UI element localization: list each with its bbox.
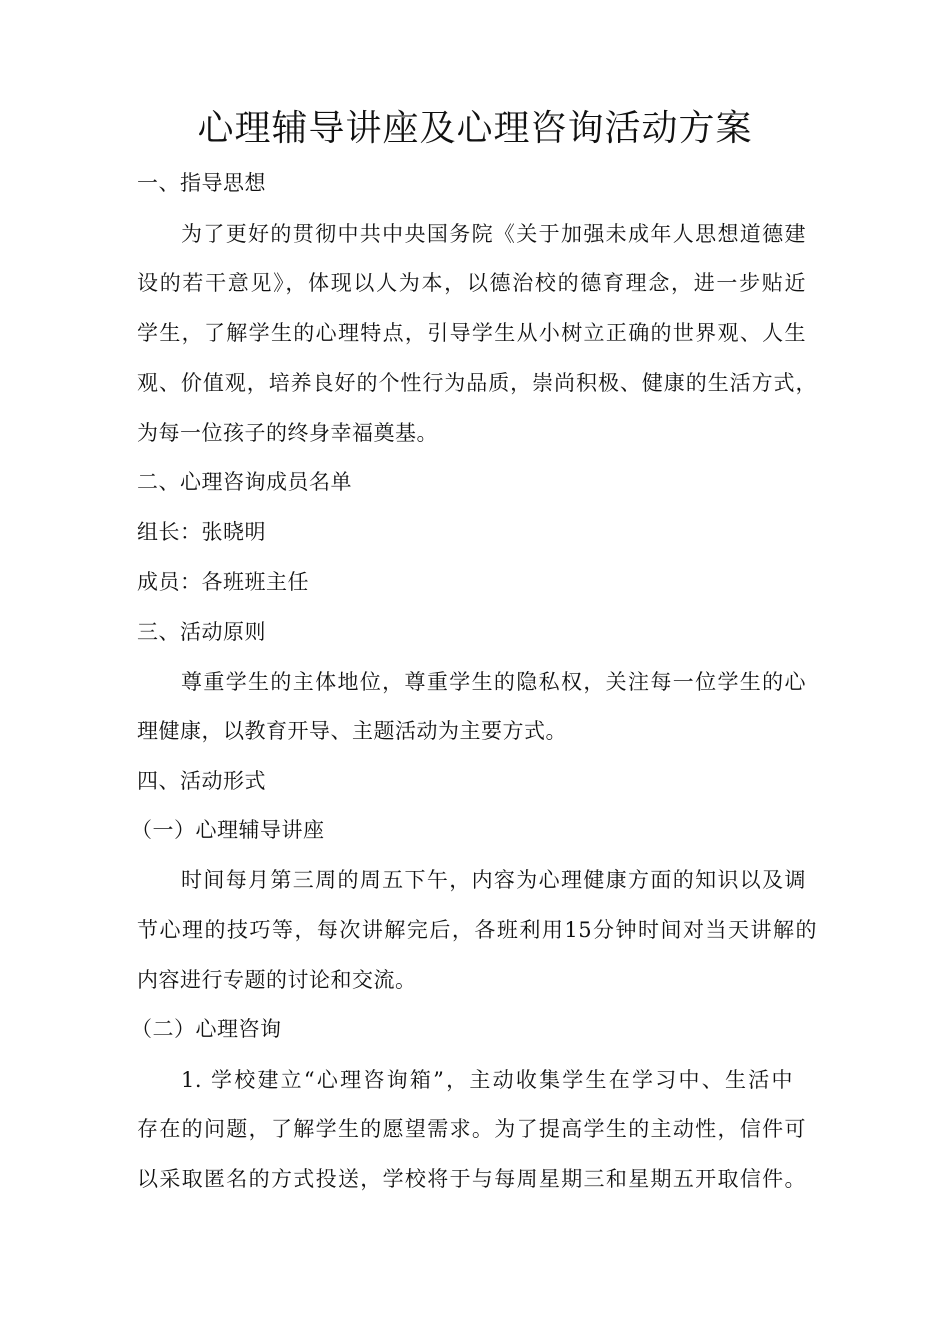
paragraph-line: 为了更好的贯彻中共中央国务院《关于加强未成年人思想道德建 <box>181 222 806 246</box>
paragraph-line: 内容进行专题的讨论和交流。 <box>137 968 417 992</box>
heading-guiding-thought: 一、指导思想 <box>137 171 266 195</box>
paragraph-line: 以采取匿名的方式投送，学校将于与每周星期三和星期五开取信件。 <box>137 1167 806 1191</box>
heading-members: 二、心理咨询成员名单 <box>137 470 352 494</box>
paragraph-line: 设的若干意见》，体现以人为本，以德治校的德育理念，进一步贴近 <box>137 271 806 295</box>
document-title: 心理辅导讲座及心理咨询活动方案 <box>197 108 753 149</box>
paragraph-line: 时间每月第三周的周五下午，内容为心理健康方面的知识以及调 <box>181 868 806 892</box>
paragraph-line: 1. 学校建立“心理咨询箱”，主动收集学生在学习中、生活中 <box>181 1068 793 1092</box>
member-leader: 组长：张晓明 <box>137 520 266 544</box>
heading-activity-forms: 四、活动形式 <box>137 769 266 793</box>
subheading-lecture: （一）心理辅导讲座 <box>131 818 325 842</box>
paragraph-line: 存在的问题，了解学生的愿望需求。为了提高学生的主动性，信件可 <box>137 1117 806 1141</box>
heading-principles: 三、活动原则 <box>137 620 266 644</box>
paragraph-line: 尊重学生的主体地位，尊重学生的隐私权，关注每一位学生的心 <box>181 670 806 694</box>
paragraph-line: 节心理的技巧等，每次讲解完后，各班利用15分钟时间对当天讲解的 <box>137 918 817 942</box>
paragraph-line: 学生，了解学生的心理特点，引导学生从小树立正确的世界观、人生 <box>137 321 806 345</box>
paragraph-line: 为每一位孩子的终身幸福奠基。 <box>137 421 438 445</box>
paragraph-line: 观、价值观，培养良好的个性行为品质，崇尚积极、健康的生活方式， <box>137 371 817 395</box>
subheading-counseling: （二）心理咨询 <box>131 1017 282 1041</box>
paragraph-line: 理健康，以教育开导、主题活动为主要方式。 <box>137 719 567 743</box>
member-list: 成员：各班班主任 <box>137 570 309 594</box>
